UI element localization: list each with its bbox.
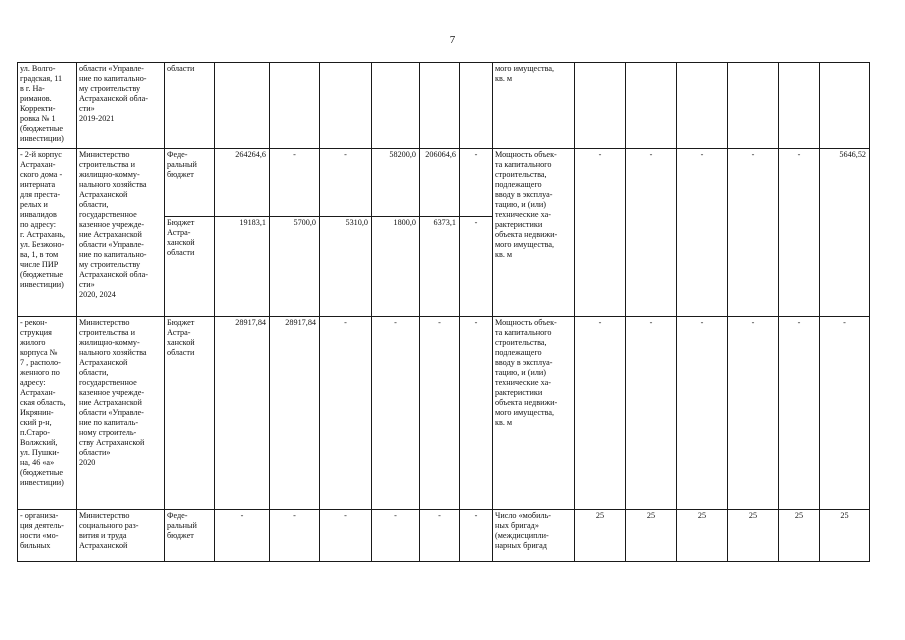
- value-cell: 5310,0: [320, 217, 372, 317]
- executor-cell: области «Управле- ние по капитально- му строительству Астраханской обла- сти» 2019-2021: [77, 63, 165, 149]
- target-cell: -: [575, 317, 626, 510]
- target-cell: 25: [779, 510, 820, 562]
- indicator-cell: Число «мобиль- ных бригад» (междисципли- нарных бригад: [493, 510, 575, 562]
- value-cell: -: [270, 149, 320, 217]
- value-cell: -: [372, 510, 420, 562]
- value-cell: -: [320, 317, 372, 510]
- target-cell: 25: [728, 510, 779, 562]
- value-cell: -: [460, 510, 493, 562]
- target-cell: [626, 63, 677, 149]
- value-cell: [372, 63, 420, 149]
- target-cell: [677, 63, 728, 149]
- target-cell: -: [677, 317, 728, 510]
- funding-source-cell: Феде- ральный бюджет: [165, 149, 215, 217]
- executor-cell: Министерство строительства и жилищно-комму- нального хозяйства Астраханской области, государственное казенное учрежде- ние Астраханской области «Управле- ние по капитально- му строительству Астраханской обла- сти» 2020, 2024: [77, 149, 165, 317]
- program-table: [17, 62, 870, 562]
- value-cell: -: [460, 317, 493, 510]
- indicator-cell: Мощность объек- та капитального строительства, подлежащего вводу в эксплуа- тацию, и (или) технические ха- рактеристики объекта недвижи- мого имущества, кв. м: [493, 317, 575, 510]
- value-cell: 206064,6: [420, 149, 460, 217]
- target-cell: -: [575, 149, 626, 317]
- object-cell: - организа- ция деятель- ности «мо- бильных: [18, 510, 77, 562]
- value-cell: -: [320, 510, 372, 562]
- target-cell: 25: [677, 510, 728, 562]
- target-cell: -: [728, 149, 779, 317]
- executor-cell: Министерство социального раз- вития и труда Астраханской: [77, 510, 165, 562]
- page-number: 7: [449, 34, 456, 46]
- value-cell: -: [270, 510, 320, 562]
- indicator-cell: Мощность объек- та капитального строительства, подлежащего вводу в эксплуа- тацию, и (или) технические ха- рактеристики объекта недвижи- мого имущества, кв. м: [493, 149, 575, 317]
- target-cell: -: [779, 149, 820, 317]
- target-cell: -: [779, 317, 820, 510]
- target-cell: [820, 63, 870, 149]
- target-cell: 25: [820, 510, 870, 562]
- value-cell: 19183,1: [215, 217, 270, 317]
- value-cell: [270, 63, 320, 149]
- value-cell: -: [372, 317, 420, 510]
- executor-cell: Министерство строительства и жилищно-комму- нального хозяйства Астраханской области, государственное казенное учрежде- ние Астраханской области «Управле- ние по капиталь- ному строитель- ству Астраханской области» 2020: [77, 317, 165, 510]
- funding-source-cell: области: [165, 63, 215, 149]
- target-cell: -: [728, 317, 779, 510]
- target-cell: -: [820, 317, 870, 510]
- value-cell: [420, 63, 460, 149]
- value-cell: 28917,84: [215, 317, 270, 510]
- table-row: [18, 149, 870, 217]
- funding-source-cell: Феде- ральный бюджет: [165, 510, 215, 562]
- value-cell: -: [420, 510, 460, 562]
- value-cell: -: [460, 149, 493, 217]
- target-cell: [575, 63, 626, 149]
- indicator-cell: мого имущества, кв. м: [493, 63, 575, 149]
- value-cell: [320, 63, 372, 149]
- target-cell: [779, 63, 820, 149]
- table-row: [18, 63, 870, 149]
- value-cell: 1800,0: [372, 217, 420, 317]
- target-cell: 25: [575, 510, 626, 562]
- table-row: [18, 317, 870, 510]
- target-cell: [728, 63, 779, 149]
- value-cell: -: [420, 317, 460, 510]
- value-cell: 58200,0: [372, 149, 420, 217]
- object-cell: ул. Волго- градская, 11 в г. На- риманов. Корректи- ровка № 1 (бюджетные инвестиции): [18, 63, 77, 149]
- target-cell: 5646,52: [820, 149, 870, 317]
- value-cell: [215, 63, 270, 149]
- target-cell: -: [626, 317, 677, 510]
- target-cell: -: [677, 149, 728, 317]
- value-cell: -: [215, 510, 270, 562]
- value-cell: -: [460, 217, 493, 317]
- value-cell: 28917,84: [270, 317, 320, 510]
- value-cell: 5700,0: [270, 217, 320, 317]
- funding-source-cell: Бюджет Астра- ханской области: [165, 317, 215, 510]
- value-cell: [460, 63, 493, 149]
- value-cell: -: [320, 149, 372, 217]
- target-cell: -: [626, 149, 677, 317]
- table-row: [18, 510, 870, 562]
- value-cell: 6373,1: [420, 217, 460, 317]
- value-cell: 264264,6: [215, 149, 270, 217]
- object-cell: - 2-й корпус Астрахан- ского дома - интерната для преста- релых и инвалидов по адресу: г. Астрахань, ул. Безжоно- ва, 1, в том числе ПИР (бюджетные инвестиции): [18, 149, 77, 317]
- target-cell: 25: [626, 510, 677, 562]
- object-cell: - рекон- струкция жилого корпуса № 7 , располо- женного по адресу: Астрахан- ская область, Икрянин- ский р-н, п.Старо- Волжский, ул. Пушки- на, 46 «а» (бюджетные инвестиции): [18, 317, 77, 510]
- funding-source-cell: Бюджет Астра- ханской области: [165, 217, 215, 317]
